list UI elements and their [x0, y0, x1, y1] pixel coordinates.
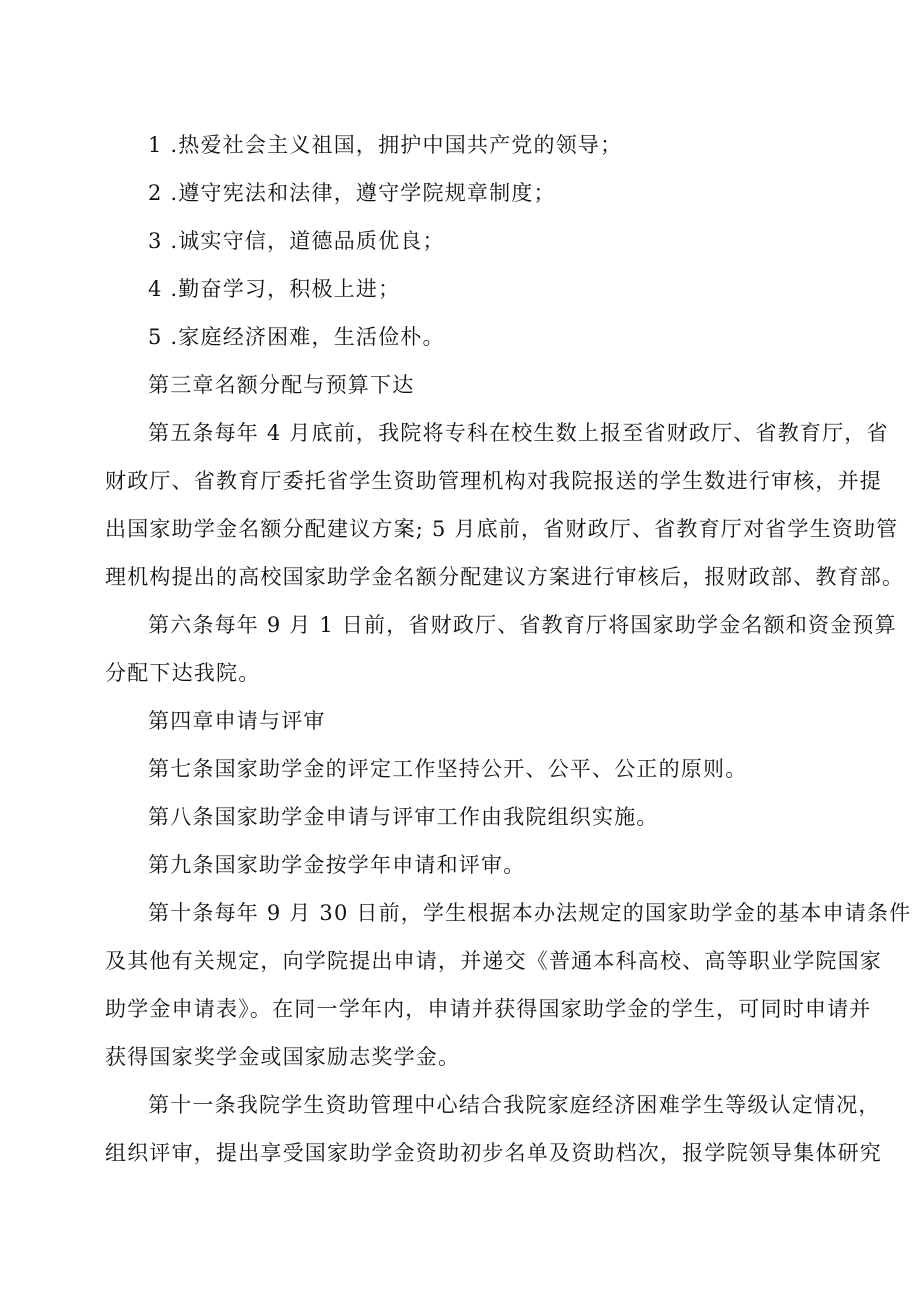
- text-line: 财政厅、省教育厅委托省学生资助管理机构对我院报送的学生数进行审核，并提: [105, 469, 882, 493]
- text-line: 1 .热爱社会主义祖国，拥护中国共产党的领导；: [148, 133, 623, 157]
- text-line: 助学金申请表》。在同一学年内，申请并获得国家助学金的学生，可同时申请并: [105, 997, 872, 1021]
- text-line: 第九条国家助学金按学年申请和评审。: [148, 853, 526, 877]
- text-line: 第十一条我院学生资助管理中心结合我院家庭经济困难学生等级认定情况，: [148, 1093, 881, 1117]
- document-body: [105, 121, 912, 1177]
- text-line: 2 .遵守宪法和法律，遵守学院规章制度；: [148, 181, 556, 205]
- text-line: 第十条每年 9 月 30 日前，学生根据本办法规定的国家助学金的基本申请条件: [148, 901, 912, 925]
- text-line: 4 .勤奋学习，积极上进；: [148, 277, 401, 301]
- text-line: 获得国家奖学金或国家励志奖学金。: [105, 1045, 461, 1069]
- text-line: 3 .诚实守信，道德品质优良；: [148, 229, 445, 253]
- text-line: 理机构提出的高校国家助学金名额分配建议方案进行审核后，报财政部、教育部。: [105, 565, 905, 589]
- text-line: 及其他有关规定，向学院提出申请，并递交《普通本科高校、高等职业学院国家: [105, 949, 882, 973]
- text-line: 第七条国家助学金的评定工作坚持公开、公平、公正的原则。: [148, 757, 748, 781]
- text-line: 第四章申请与评审: [148, 709, 326, 733]
- text-line: 第三章名额分配与预算下达: [148, 373, 415, 397]
- text-line: 第六条每年 9 月 1 日前，省财政厅、省教育厅将国家助学金名额和资金预算: [148, 613, 897, 637]
- text-line: 第五条每年 4 月底前，我院将专科在校生数上报至省财政厅、省教育厅，省: [148, 421, 889, 445]
- text-line: 分配下达我院。: [105, 661, 261, 685]
- text-line: 组织评审，提出享受国家助学金资助初步名单及资助档次，报学院领导集体研究: [105, 1141, 882, 1165]
- text-line: 出国家助学金名额分配建议方案; 5 月底前，省财政厅、省教育厅对省学生资助管: [105, 517, 899, 541]
- text-line: 5 .家庭经济困难，生活俭朴。: [148, 325, 445, 349]
- text-line: 第八条国家助学金申请与评审工作由我院组织实施。: [148, 805, 659, 829]
